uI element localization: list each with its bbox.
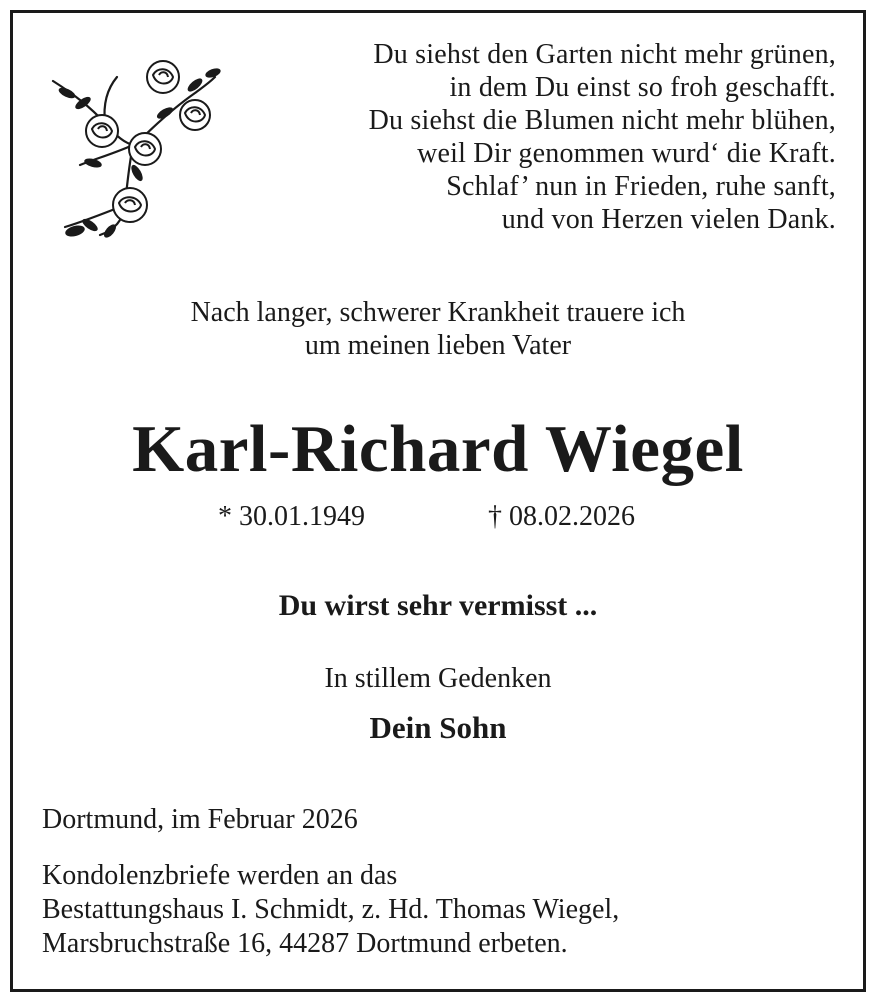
death-date: † 08.02.2026	[488, 501, 635, 532]
poem-line: in dem Du einst so froh geschafft.	[449, 72, 836, 103]
intro-text	[13, 296, 863, 362]
memory-text: In stillem Gedenken	[324, 663, 552, 694]
poem-line: weil Dir genommen wurd‘ die Kraft.	[417, 138, 836, 169]
condolence-line: Kondolenzbriefe werden an das	[42, 860, 398, 891]
poem-line: Du siehst die Blumen nicht mehr blühen,	[368, 105, 836, 136]
poem-line: Du siehst den Garten nicht mehr grünen,	[373, 39, 836, 70]
birth-date: * 30.01.1949	[218, 501, 365, 532]
condolence-note	[42, 859, 619, 961]
deceased-name: Karl-Richard Wiegel	[132, 412, 744, 486]
signature: Dein Sohn	[369, 710, 507, 745]
farewell-text: Du wirst sehr vermisst ...	[278, 589, 598, 622]
poem-line: Schlaf’ nun in Frieden, ruhe sanft,	[446, 171, 836, 202]
obituary-notice	[10, 10, 866, 992]
poem-line: und von Herzen vielen Dank.	[501, 204, 836, 235]
poem	[369, 38, 836, 236]
place-date: Dortmund, im Februar 2026	[42, 804, 358, 835]
roses-icon	[45, 45, 225, 245]
condolence-line: Bestattungshaus I. Schmidt, z. Hd. Thomas Wiegel,	[42, 894, 620, 925]
intro-line: Nach langer, schwerer Krankheit trauere ich	[190, 297, 686, 328]
intro-line: um meinen lieben Vater	[304, 330, 572, 361]
condolence-line: Marsbruchstraße 16, 44287 Dortmund erbeten.	[42, 928, 568, 959]
